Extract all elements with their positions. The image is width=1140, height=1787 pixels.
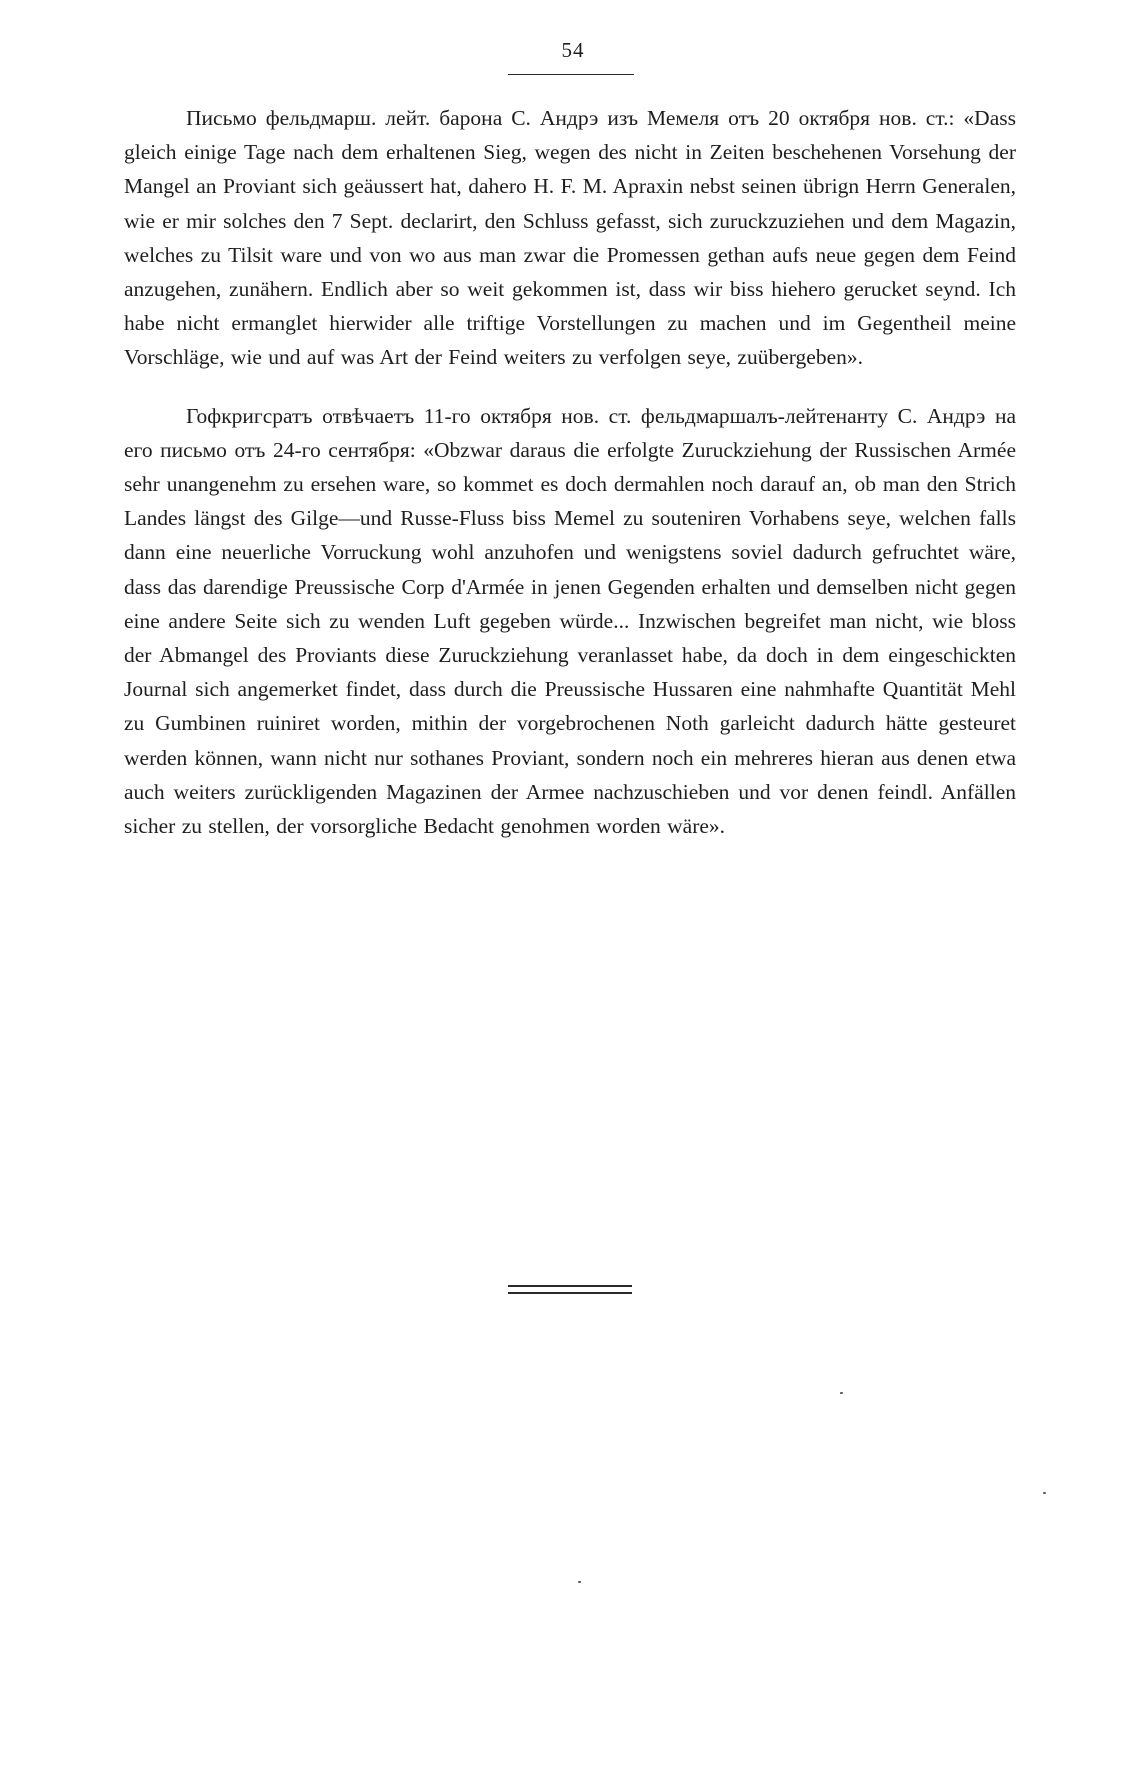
scan-speck bbox=[840, 1392, 843, 1394]
scan-speck bbox=[578, 1581, 581, 1583]
scan-speck bbox=[1043, 1492, 1046, 1494]
page-number: 54 bbox=[561, 38, 585, 62]
paragraph-hofkriegsrat-reply: Гофкригсратъ отвѣчаетъ 11-го октября нов. ст. фельдмаршалъ-лейтенанту С. Андрэ на его письмо отъ 24-го сентября: «Obzwar daraus die erfolgte Zuruckziehung der Russischen Armée sehr unangenehm zu ersehen ware, so kommet es doch dermahlen noch darauf an, ob man den Strich Landes längst des Gilge—und Russe-Fluss biss Memel zu souteniren Vorhabens seye, welchen falls dann eine neuerliche Vorruckung wohl anzuhofen und wenigstens soviel dadurch gefruchtet wäre, dass das darendige Preussische Corp d'Armée in jenen Gegenden erhalten und demselben nicht gegen eine andere Seite sich zu wenden Luft gegeben würde... Inzwischen begreifet man nicht, wie bloss der Abmangel des Proviants diese Zuruckziehung veranlasset habe, da doch in dem eingeschickten Journal sich angemerket findet, dass durch die Preussische Hussaren eine nahmhafte Quantität Mehl zu Gumbinen ruiniret worden, mithin der vorgebrochenen Noth garleicht dadurch hätte gesteuret werden können, wann nicht nur sothanes Proviant, sondern noch ein mehreres hieran aus denen etwa auch weiters zurückligenden Magazinen der Armee nachzuschieben und vor denen feindl. Anfällen sicher zu stellen, der vorsorgliche Bedacht genohmen worden wäre». bbox=[124, 403, 1016, 839]
section-end-rule-bottom bbox=[508, 1292, 632, 1294]
page-number-rule bbox=[508, 74, 634, 75]
paragraph-andre-letter: Письмо фельдмарш. лейт. барона С. Андрэ изъ Мемеля отъ 20 октября нов. ст.: «Dass gleich einige Tage nach dem erhaltenen Sieg, wegen des nicht in Zeiten beschehenen Vorsehung der Mangel an Proviant sich geäussert hat, dahero H. F. M. Apraxin nebst seinen übrign Herrn Generalen, wie er mir solches den 7 Sept. declarirt, den Schluss gefasst, sich zuruckzuziehen und dem Magazin, welches zu Tilsit ware und von wo aus man zwar die Promessen gethan aufs neue gegen dem Feind anzugehen, zunähern. Endlich aber so weit gekommen ist, dass wir biss hiehero gerucket seynd. Ich habe nicht ermanglet hierwider alle triftige Vorstellungen zu machen und im Gegentheil meine Vorschläge, wie und auf was Art der Feind weiters zu verfolgen seye, zuübergeben». bbox=[124, 106, 1016, 370]
body-text bbox=[124, 101, 1016, 843]
section-end-rule-top bbox=[508, 1285, 632, 1287]
